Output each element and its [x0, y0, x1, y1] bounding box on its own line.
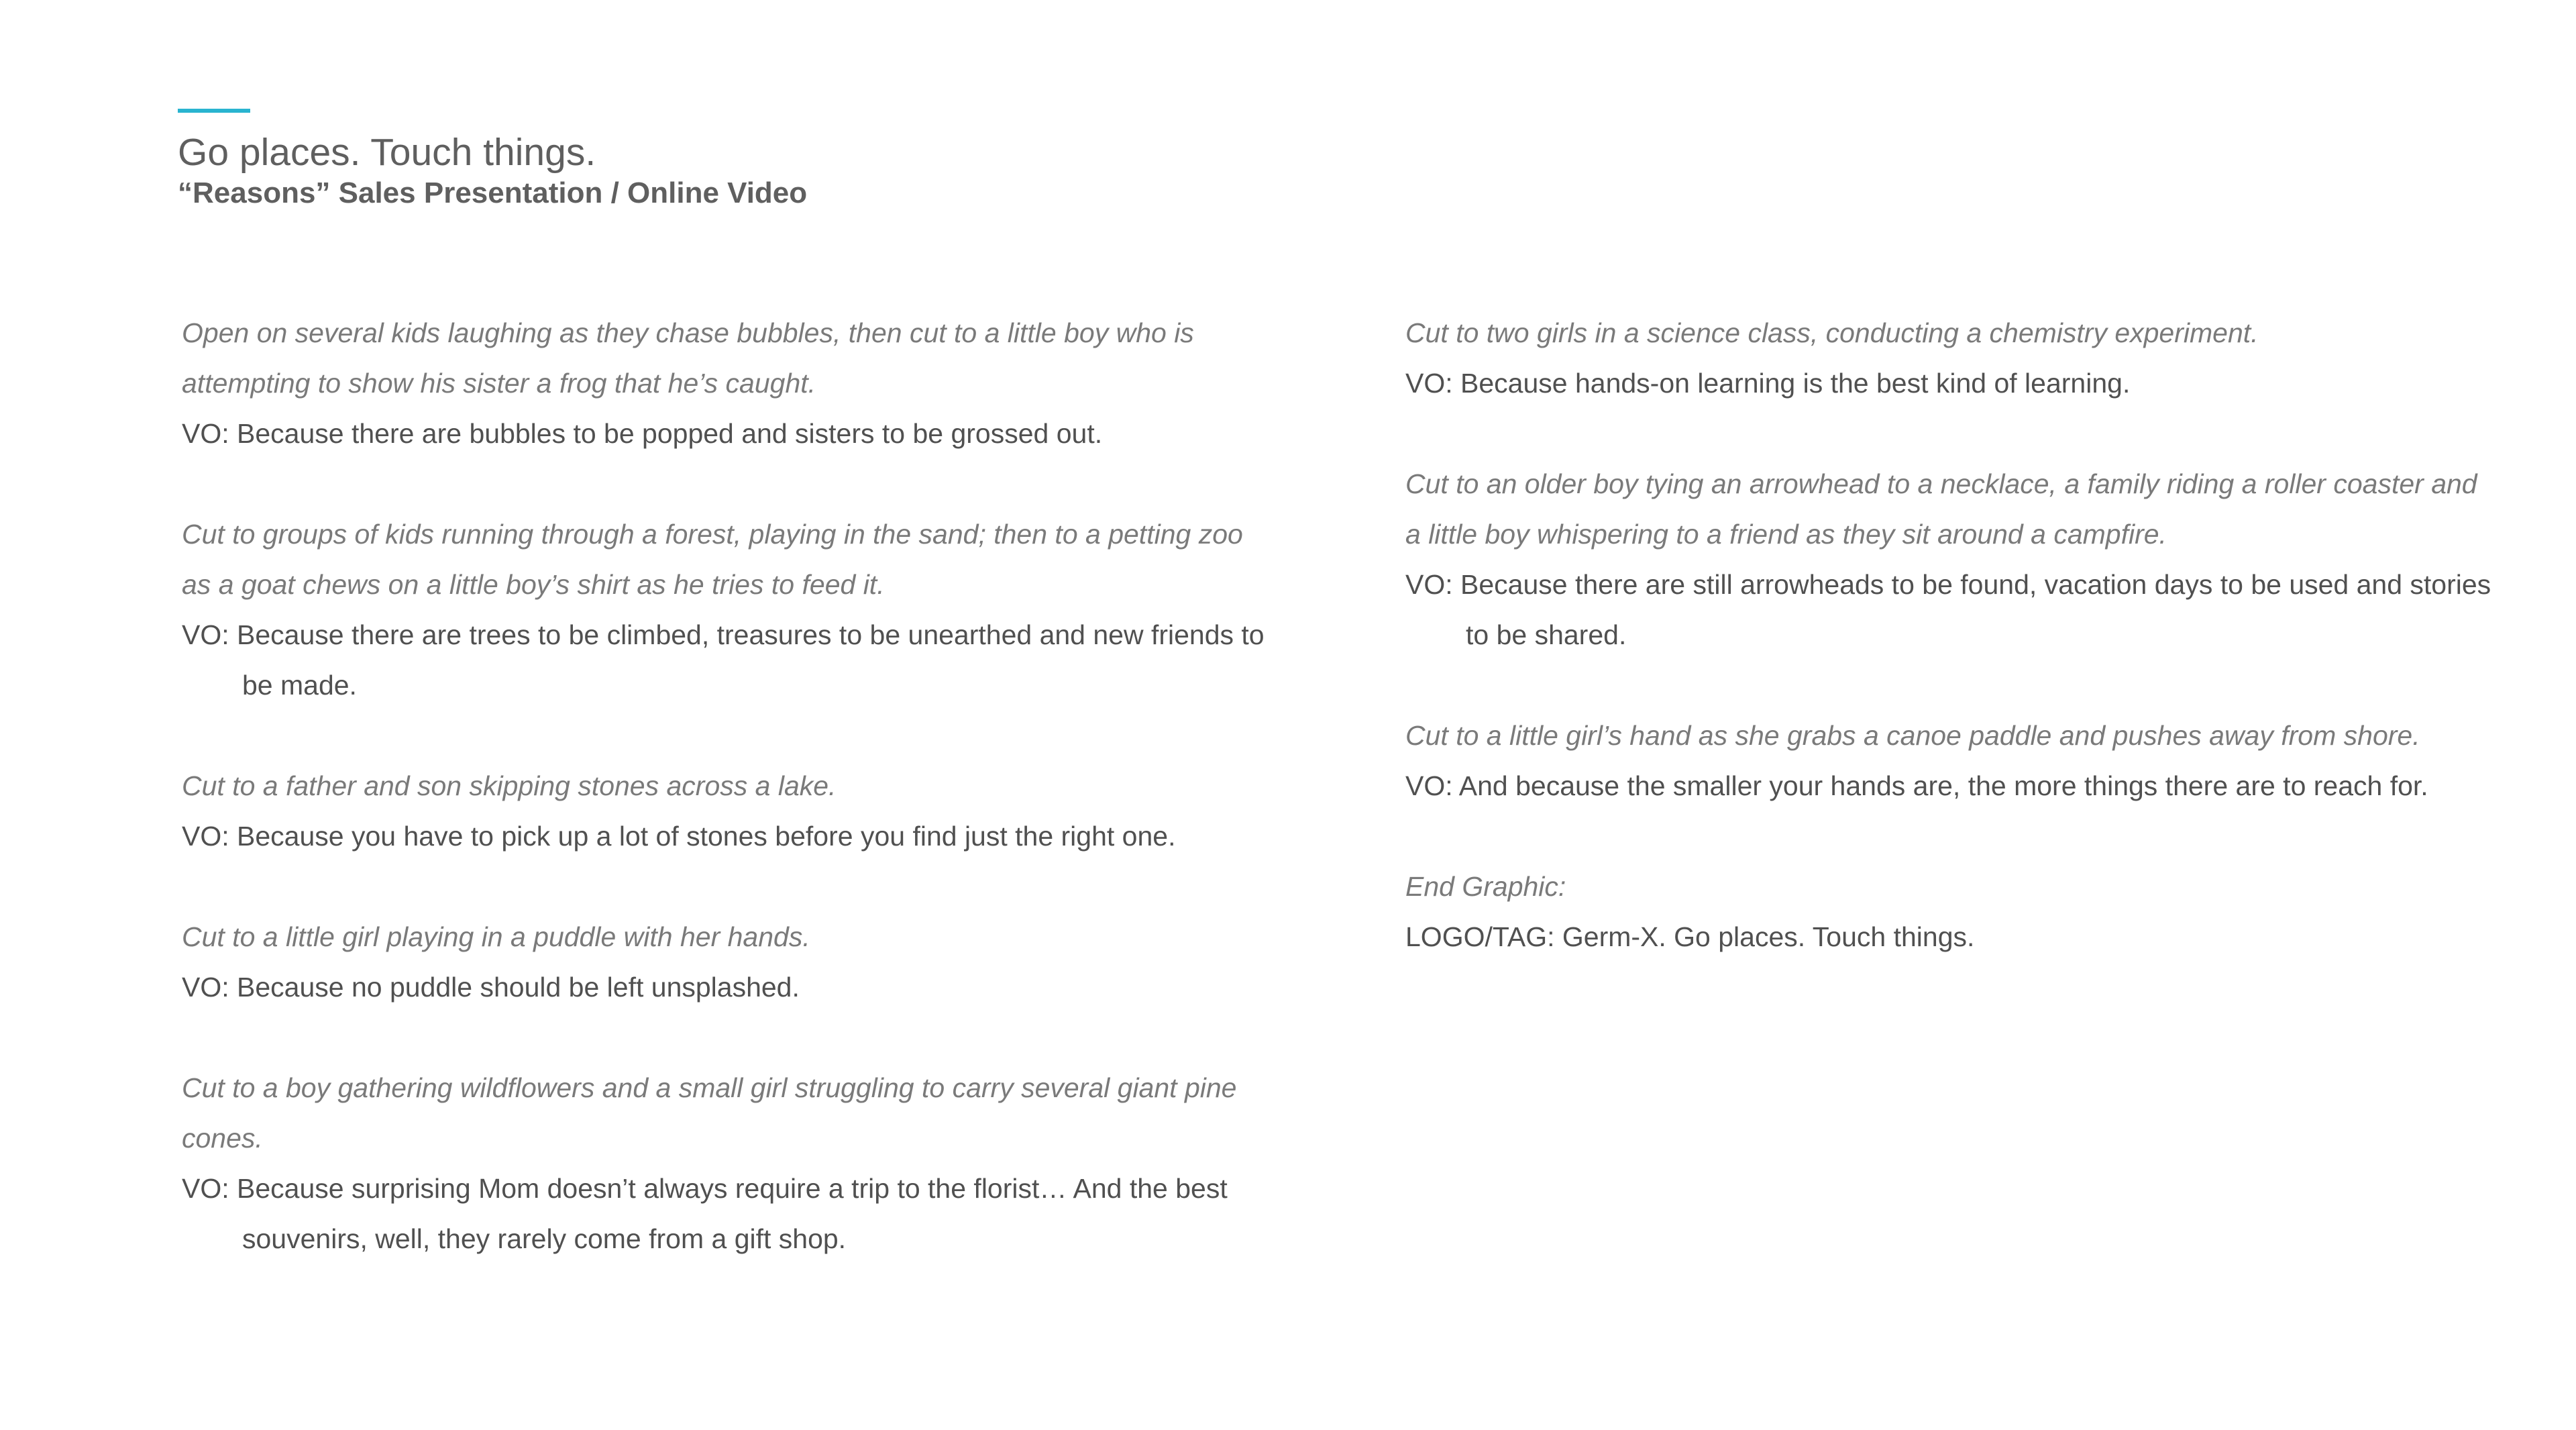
logo-tag-line: LOGO/TAG: Germ-X. Go places. Touch things.	[1405, 921, 1975, 952]
scene-block	[182, 1063, 1269, 1264]
scene-direction: Cut to a little girl playing in a puddle with her hands.	[182, 921, 810, 952]
scene-direction: Cut to an older boy tying an arrowhead to a necklace, a family riding a roller coaster and a little boy whispering to a friend as they sit around a campfire.	[1405, 468, 2477, 550]
end-graphic-label: End Graphic:	[1405, 871, 1566, 902]
page-subtitle: “Reasons” Sales Presentation / Online Video	[178, 176, 808, 209]
scene-direction: Open on several kids laughing as they chase bubbles, then cut to a little boy who is attempting to show his sister a frog that he’s caught.	[182, 317, 1194, 399]
voiceover-line: VO: And because the smaller your hands are, the more things there are to reach for.	[1405, 770, 2428, 801]
scene-block	[182, 761, 1269, 862]
scene-direction: Cut to a boy gathering wildflowers and a small girl struggling to carry several giant pine cones.	[182, 1072, 1237, 1154]
voiceover-line: VO: Because there are bubbles to be popped and sisters to be grossed out.	[182, 418, 1103, 449]
scene-block	[1405, 308, 2492, 409]
voiceover-line: VO: Because surprising Mom doesn’t always require a trip to the florist… And the best souvenirs, well, they rarely come from a gift shop.	[182, 1173, 1228, 1254]
voiceover-line: VO: Because there are still arrowheads to be found, vacation days to be used and stories to be shared.	[1405, 569, 2491, 650]
page-title: Go places. Touch things.	[178, 131, 596, 174]
end-graphic-block	[1405, 862, 2492, 962]
voiceover-line: VO: Because no puddle should be left unsplashed.	[182, 972, 800, 1003]
script-column-right	[1405, 308, 2492, 1013]
scene-block	[182, 912, 1269, 1013]
script-column-left	[182, 308, 1269, 1315]
scene-block	[182, 509, 1269, 711]
title-accent-rule	[178, 109, 250, 113]
scene-block	[1405, 711, 2492, 811]
scene-direction: Cut to two girls in a science class, conducting a chemistry experiment.	[1405, 317, 2259, 348]
scene-direction: Cut to a father and son skipping stones across a lake.	[182, 770, 837, 801]
scene-block	[182, 308, 1269, 459]
scene-block	[1405, 459, 2492, 660]
voiceover-line: VO: Because hands-on learning is the best kind of learning.	[1405, 368, 2131, 399]
scene-direction: Cut to a little girl’s hand as she grabs a canoe paddle and pushes away from shore.	[1405, 720, 2420, 751]
scene-direction: Cut to groups of kids running through a forest, playing in the sand; then to a petting zoo as a goat chews on a little boy’s shirt as he tries to feed it.	[182, 519, 1243, 600]
voiceover-line: VO: Because you have to pick up a lot of stones before you find just the right one.	[182, 821, 1176, 852]
voiceover-line: VO: Because there are trees to be climbed, treasures to be unearthed and new friends to be made.	[182, 619, 1265, 701]
